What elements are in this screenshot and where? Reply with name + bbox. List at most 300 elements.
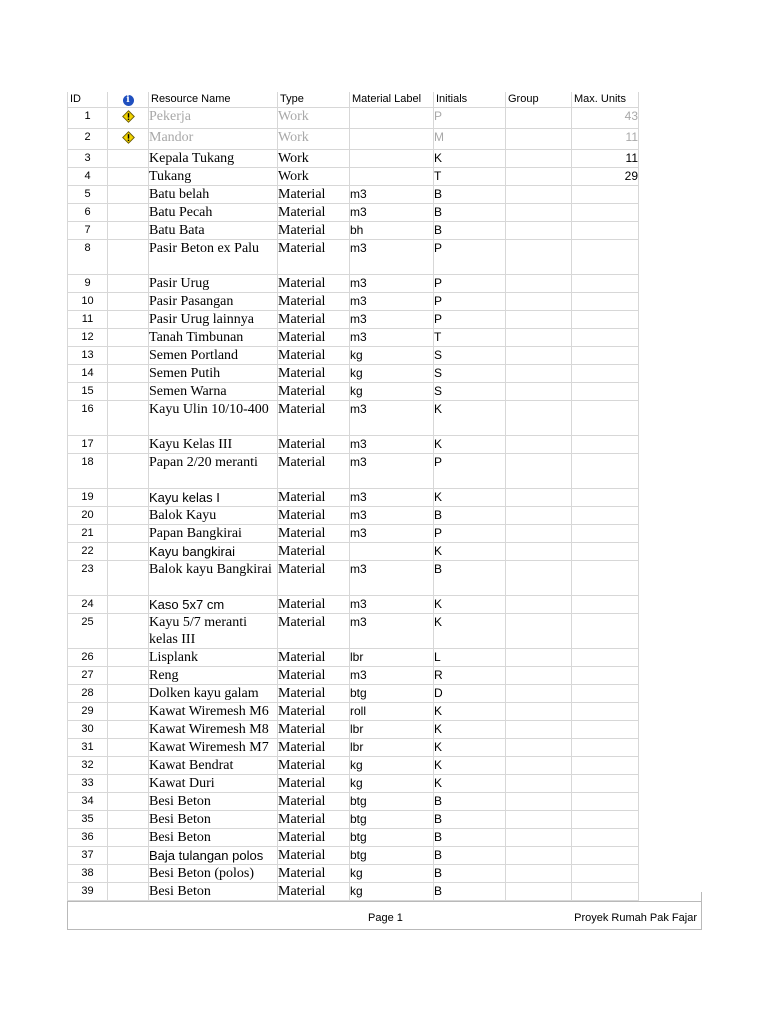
resource-name-cell[interactable]: Besi Beton — [149, 811, 278, 829]
row-id[interactable]: 39 — [68, 883, 108, 901]
initials-cell[interactable]: S — [434, 347, 506, 365]
resource-name-cell[interactable]: Batu Bata — [149, 222, 278, 240]
row-id[interactable]: 32 — [68, 757, 108, 775]
table-row[interactable] — [68, 489, 639, 507]
group-cell[interactable] — [506, 543, 572, 561]
row-id[interactable]: 36 — [68, 829, 108, 847]
material-label-cell[interactable]: m3 — [350, 204, 434, 222]
max-units-cell[interactable] — [572, 667, 639, 685]
row-id[interactable]: 14 — [68, 365, 108, 383]
column-header-type[interactable]: Type — [278, 92, 350, 108]
table-row[interactable] — [68, 240, 639, 275]
material-label-cell[interactable]: m3 — [350, 561, 434, 596]
type-cell[interactable]: Material — [278, 311, 350, 329]
table-row[interactable] — [68, 108, 639, 129]
initials-cell[interactable]: P — [434, 108, 506, 129]
group-cell[interactable] — [506, 685, 572, 703]
type-cell[interactable]: Material — [278, 667, 350, 685]
row-id[interactable]: 6 — [68, 204, 108, 222]
type-cell[interactable]: Material — [278, 436, 350, 454]
group-cell[interactable] — [506, 489, 572, 507]
material-label-cell[interactable]: m3 — [350, 436, 434, 454]
max-units-cell[interactable] — [572, 811, 639, 829]
type-cell[interactable]: Material — [278, 561, 350, 596]
table-row[interactable] — [68, 168, 639, 186]
resource-name-cell[interactable]: Baja tulangan polos — [149, 847, 278, 865]
material-label-cell[interactable]: kg — [350, 775, 434, 793]
resource-name-cell[interactable]: Kawat Duri — [149, 775, 278, 793]
type-cell[interactable]: Material — [278, 204, 350, 222]
type-cell[interactable]: Material — [278, 454, 350, 489]
type-cell[interactable]: Material — [278, 685, 350, 703]
row-id[interactable]: 28 — [68, 685, 108, 703]
group-cell[interactable] — [506, 204, 572, 222]
material-label-cell[interactable]: m3 — [350, 454, 434, 489]
max-units-cell[interactable] — [572, 275, 639, 293]
material-label-cell[interactable]: kg — [350, 883, 434, 901]
table-row[interactable] — [68, 811, 639, 829]
row-id[interactable]: 16 — [68, 401, 108, 436]
initials-cell[interactable]: B — [434, 883, 506, 901]
material-label-cell[interactable]: m3 — [350, 489, 434, 507]
initials-cell[interactable]: K — [434, 543, 506, 561]
max-units-cell[interactable] — [572, 775, 639, 793]
max-units-cell[interactable]: 43 — [572, 108, 639, 129]
initials-cell[interactable]: K — [434, 775, 506, 793]
max-units-cell[interactable] — [572, 293, 639, 311]
material-label-cell[interactable]: btg — [350, 685, 434, 703]
max-units-cell[interactable] — [572, 561, 639, 596]
max-units-cell[interactable] — [572, 847, 639, 865]
row-id[interactable]: 7 — [68, 222, 108, 240]
max-units-cell[interactable] — [572, 454, 639, 489]
table-row[interactable] — [68, 685, 639, 703]
type-cell[interactable]: Material — [278, 186, 350, 204]
type-cell[interactable]: Material — [278, 596, 350, 614]
group-cell[interactable] — [506, 667, 572, 685]
material-label-cell[interactable]: m3 — [350, 186, 434, 204]
group-cell[interactable] — [506, 561, 572, 596]
group-cell[interactable] — [506, 703, 572, 721]
material-label-cell[interactable]: kg — [350, 365, 434, 383]
material-label-cell[interactable]: btg — [350, 829, 434, 847]
type-cell[interactable]: Material — [278, 649, 350, 667]
type-cell[interactable]: Material — [278, 525, 350, 543]
resource-name-cell[interactable]: Batu Pecah — [149, 204, 278, 222]
initials-cell[interactable]: P — [434, 525, 506, 543]
group-cell[interactable] — [506, 596, 572, 614]
table-row[interactable] — [68, 847, 639, 865]
type-cell[interactable]: Material — [278, 401, 350, 436]
row-id[interactable]: 2 — [68, 129, 108, 150]
material-label-cell[interactable]: m3 — [350, 614, 434, 649]
resource-name-cell[interactable]: Semen Warna — [149, 383, 278, 401]
material-label-cell[interactable]: btg — [350, 811, 434, 829]
type-cell[interactable]: Material — [278, 721, 350, 739]
group-cell[interactable] — [506, 329, 572, 347]
table-row[interactable] — [68, 129, 639, 150]
table-row[interactable] — [68, 667, 639, 685]
type-cell[interactable]: Material — [278, 240, 350, 275]
initials-cell[interactable]: P — [434, 454, 506, 489]
row-id[interactable]: 5 — [68, 186, 108, 204]
group-cell[interactable] — [506, 614, 572, 649]
table-row[interactable] — [68, 222, 639, 240]
max-units-cell[interactable] — [572, 543, 639, 561]
material-label-cell[interactable]: m3 — [350, 507, 434, 525]
max-units-cell[interactable]: 11 — [572, 129, 639, 150]
max-units-cell[interactable] — [572, 703, 639, 721]
group-cell[interactable] — [506, 347, 572, 365]
resource-name-cell[interactable]: Besi Beton — [149, 883, 278, 901]
max-units-cell[interactable] — [572, 489, 639, 507]
row-id[interactable]: 12 — [68, 329, 108, 347]
row-id[interactable]: 26 — [68, 649, 108, 667]
resource-name-cell[interactable]: Kawat Bendrat — [149, 757, 278, 775]
type-cell[interactable]: Material — [278, 775, 350, 793]
table-row[interactable] — [68, 186, 639, 204]
table-row[interactable] — [68, 614, 639, 649]
column-header-resource-name[interactable]: Resource Name — [149, 92, 278, 108]
resource-name-cell[interactable]: Besi Beton — [149, 793, 278, 811]
max-units-cell[interactable] — [572, 721, 639, 739]
table-row[interactable] — [68, 865, 639, 883]
material-label-cell[interactable]: kg — [350, 865, 434, 883]
initials-cell[interactable]: B — [434, 222, 506, 240]
type-cell[interactable]: Material — [278, 883, 350, 901]
resource-name-cell[interactable]: Kayu Ulin 10/10-400 — [149, 401, 278, 436]
type-cell[interactable]: Material — [278, 703, 350, 721]
group-cell[interactable] — [506, 240, 572, 275]
max-units-cell[interactable] — [572, 507, 639, 525]
type-cell[interactable]: Material — [278, 347, 350, 365]
resource-name-cell[interactable]: Balok kayu Bangkirai — [149, 561, 278, 596]
initials-cell[interactable]: B — [434, 793, 506, 811]
row-id[interactable]: 18 — [68, 454, 108, 489]
type-cell[interactable]: Material — [278, 365, 350, 383]
type-cell[interactable]: Material — [278, 614, 350, 649]
type-cell[interactable]: Material — [278, 507, 350, 525]
initials-cell[interactable]: M — [434, 129, 506, 150]
max-units-cell[interactable] — [572, 347, 639, 365]
table-row[interactable] — [68, 543, 639, 561]
material-label-cell[interactable]: btg — [350, 793, 434, 811]
table-row[interactable] — [68, 739, 639, 757]
resource-name-cell[interactable]: Tukang — [149, 168, 278, 186]
table-row[interactable] — [68, 401, 639, 436]
max-units-cell[interactable] — [572, 436, 639, 454]
initials-cell[interactable]: K — [434, 150, 506, 168]
resource-name-cell[interactable]: Batu belah — [149, 186, 278, 204]
row-id[interactable]: 11 — [68, 311, 108, 329]
group-cell[interactable] — [506, 401, 572, 436]
table-row[interactable] — [68, 329, 639, 347]
max-units-cell[interactable] — [572, 793, 639, 811]
group-cell[interactable] — [506, 883, 572, 901]
table-row[interactable] — [68, 365, 639, 383]
initials-cell[interactable]: B — [434, 204, 506, 222]
row-id[interactable]: 19 — [68, 489, 108, 507]
initials-cell[interactable]: B — [434, 811, 506, 829]
initials-cell[interactable]: S — [434, 365, 506, 383]
initials-cell[interactable]: K — [434, 757, 506, 775]
row-id[interactable]: 21 — [68, 525, 108, 543]
initials-cell[interactable]: R — [434, 667, 506, 685]
table-row[interactable] — [68, 454, 639, 489]
resource-name-cell[interactable]: Papan Bangkirai — [149, 525, 278, 543]
row-id[interactable]: 13 — [68, 347, 108, 365]
group-cell[interactable] — [506, 757, 572, 775]
material-label-cell[interactable]: roll — [350, 703, 434, 721]
group-cell[interactable] — [506, 829, 572, 847]
row-id[interactable]: 27 — [68, 667, 108, 685]
initials-cell[interactable]: K — [434, 721, 506, 739]
material-label-cell[interactable]: lbr — [350, 649, 434, 667]
max-units-cell[interactable]: 11 — [572, 150, 639, 168]
row-id[interactable]: 29 — [68, 703, 108, 721]
type-cell[interactable]: Work — [278, 150, 350, 168]
material-label-cell[interactable]: m3 — [350, 311, 434, 329]
max-units-cell[interactable] — [572, 329, 639, 347]
initials-cell[interactable]: P — [434, 275, 506, 293]
material-label-cell[interactable]: m3 — [350, 329, 434, 347]
table-row[interactable] — [68, 347, 639, 365]
group-cell[interactable] — [506, 222, 572, 240]
group-cell[interactable] — [506, 293, 572, 311]
group-cell[interactable] — [506, 186, 572, 204]
type-cell[interactable]: Material — [278, 489, 350, 507]
material-label-cell[interactable]: kg — [350, 383, 434, 401]
group-cell[interactable] — [506, 108, 572, 129]
material-label-cell[interactable]: bh — [350, 222, 434, 240]
table-row[interactable] — [68, 436, 639, 454]
initials-cell[interactable]: B — [434, 829, 506, 847]
type-cell[interactable]: Material — [278, 829, 350, 847]
table-row[interactable] — [68, 204, 639, 222]
table-row[interactable] — [68, 793, 639, 811]
row-id[interactable]: 10 — [68, 293, 108, 311]
type-cell[interactable]: Material — [278, 293, 350, 311]
material-label-cell[interactable]: lbr — [350, 739, 434, 757]
group-cell[interactable] — [506, 150, 572, 168]
initials-cell[interactable]: K — [434, 401, 506, 436]
column-header-material-label[interactable]: Material Label — [350, 92, 434, 108]
group-cell[interactable] — [506, 649, 572, 667]
material-label-cell[interactable] — [350, 108, 434, 129]
row-id[interactable]: 25 — [68, 614, 108, 649]
group-cell[interactable] — [506, 383, 572, 401]
resource-name-cell[interactable]: Tanah Timbunan — [149, 329, 278, 347]
max-units-cell[interactable] — [572, 739, 639, 757]
max-units-cell[interactable] — [572, 222, 639, 240]
material-label-cell[interactable] — [350, 543, 434, 561]
type-cell[interactable]: Material — [278, 543, 350, 561]
table-row[interactable] — [68, 525, 639, 543]
max-units-cell[interactable] — [572, 883, 639, 901]
table-row[interactable] — [68, 311, 639, 329]
type-cell[interactable]: Material — [278, 865, 350, 883]
table-row[interactable] — [68, 757, 639, 775]
table-row[interactable] — [68, 275, 639, 293]
row-id[interactable]: 20 — [68, 507, 108, 525]
group-cell[interactable] — [506, 847, 572, 865]
type-cell[interactable]: Material — [278, 847, 350, 865]
type-cell[interactable]: Material — [278, 757, 350, 775]
initials-cell[interactable]: K — [434, 436, 506, 454]
resource-name-cell[interactable]: Mandor — [149, 129, 278, 150]
initials-cell[interactable]: B — [434, 507, 506, 525]
material-label-cell[interactable]: btg — [350, 847, 434, 865]
initials-cell[interactable]: K — [434, 739, 506, 757]
type-cell[interactable]: Material — [278, 811, 350, 829]
material-label-cell[interactable] — [350, 150, 434, 168]
resource-name-cell[interactable]: Kaso 5x7 cm — [149, 596, 278, 614]
initials-cell[interactable]: D — [434, 685, 506, 703]
resource-name-cell[interactable]: Kawat Wiremesh M7 — [149, 739, 278, 757]
initials-cell[interactable]: K — [434, 489, 506, 507]
type-cell[interactable]: Material — [278, 383, 350, 401]
resource-name-cell[interactable]: Kawat Wiremesh M8 — [149, 721, 278, 739]
table-row[interactable] — [68, 561, 639, 596]
initials-cell[interactable]: L — [434, 649, 506, 667]
max-units-cell[interactable]: 29 — [572, 168, 639, 186]
column-header-initials[interactable]: Initials — [434, 92, 506, 108]
material-label-cell[interactable]: m3 — [350, 596, 434, 614]
table-row[interactable] — [68, 596, 639, 614]
table-row[interactable] — [68, 293, 639, 311]
material-label-cell[interactable]: m3 — [350, 667, 434, 685]
type-cell[interactable]: Work — [278, 108, 350, 129]
resource-name-cell[interactable]: Pasir Beton ex Palu — [149, 240, 278, 275]
material-label-cell[interactable]: m3 — [350, 401, 434, 436]
max-units-cell[interactable] — [572, 383, 639, 401]
initials-cell[interactable]: S — [434, 383, 506, 401]
max-units-cell[interactable] — [572, 525, 639, 543]
type-cell[interactable]: Material — [278, 793, 350, 811]
material-label-cell[interactable]: lbr — [350, 721, 434, 739]
type-cell[interactable]: Material — [278, 739, 350, 757]
row-id[interactable]: 37 — [68, 847, 108, 865]
material-label-cell[interactable]: kg — [350, 347, 434, 365]
material-label-cell[interactable]: kg — [350, 757, 434, 775]
max-units-cell[interactable] — [572, 204, 639, 222]
resource-name-cell[interactable]: Kayu Kelas III — [149, 436, 278, 454]
max-units-cell[interactable] — [572, 829, 639, 847]
group-cell[interactable] — [506, 311, 572, 329]
row-id[interactable]: 31 — [68, 739, 108, 757]
row-id[interactable]: 34 — [68, 793, 108, 811]
group-cell[interactable] — [506, 865, 572, 883]
resource-name-cell[interactable]: Pasir Urug — [149, 275, 278, 293]
group-cell[interactable] — [506, 739, 572, 757]
material-label-cell[interactable]: m3 — [350, 275, 434, 293]
max-units-cell[interactable] — [572, 596, 639, 614]
group-cell[interactable] — [506, 129, 572, 150]
max-units-cell[interactable] — [572, 311, 639, 329]
initials-cell[interactable]: P — [434, 293, 506, 311]
group-cell[interactable] — [506, 168, 572, 186]
max-units-cell[interactable] — [572, 865, 639, 883]
group-cell[interactable] — [506, 507, 572, 525]
initials-cell[interactable]: T — [434, 329, 506, 347]
row-id[interactable]: 15 — [68, 383, 108, 401]
row-id[interactable]: 35 — [68, 811, 108, 829]
resource-name-cell[interactable]: Besi Beton — [149, 829, 278, 847]
max-units-cell[interactable] — [572, 614, 639, 649]
group-cell[interactable] — [506, 525, 572, 543]
column-header-max-units[interactable]: Max. Units — [572, 92, 639, 108]
resource-name-cell[interactable]: Kepala Tukang — [149, 150, 278, 168]
material-label-cell[interactable]: m3 — [350, 240, 434, 275]
group-cell[interactable] — [506, 436, 572, 454]
initials-cell[interactable]: K — [434, 596, 506, 614]
group-cell[interactable] — [506, 275, 572, 293]
column-header-group[interactable]: Group — [506, 92, 572, 108]
material-label-cell[interactable]: m3 — [350, 293, 434, 311]
row-id[interactable]: 30 — [68, 721, 108, 739]
initials-cell[interactable]: B — [434, 186, 506, 204]
resource-name-cell[interactable]: Kayu 5/7 meranti kelas III — [149, 614, 278, 649]
row-id[interactable]: 3 — [68, 150, 108, 168]
resource-name-cell[interactable]: Lisplank — [149, 649, 278, 667]
max-units-cell[interactable] — [572, 401, 639, 436]
initials-cell[interactable]: B — [434, 865, 506, 883]
type-cell[interactable]: Work — [278, 129, 350, 150]
resource-name-cell[interactable]: Pasir Urug lainnya — [149, 311, 278, 329]
max-units-cell[interactable] — [572, 186, 639, 204]
initials-cell[interactable]: P — [434, 240, 506, 275]
initials-cell[interactable]: T — [434, 168, 506, 186]
max-units-cell[interactable] — [572, 240, 639, 275]
resource-name-cell[interactable]: Dolken kayu galam — [149, 685, 278, 703]
table-row[interactable] — [68, 150, 639, 168]
max-units-cell[interactable] — [572, 685, 639, 703]
resource-name-cell[interactable]: Kawat Wiremesh M6 — [149, 703, 278, 721]
group-cell[interactable] — [506, 775, 572, 793]
table-row[interactable] — [68, 775, 639, 793]
resource-name-cell[interactable]: Besi Beton (polos) — [149, 865, 278, 883]
resource-name-cell[interactable]: Semen Putih — [149, 365, 278, 383]
resource-name-cell[interactable]: Kayu bangkirai — [149, 543, 278, 561]
row-id[interactable]: 23 — [68, 561, 108, 596]
resource-name-cell[interactable]: Papan 2/20 meranti — [149, 454, 278, 489]
initials-cell[interactable]: K — [434, 614, 506, 649]
resource-name-cell[interactable]: Pekerja — [149, 108, 278, 129]
column-header-indicators[interactable] — [108, 92, 149, 108]
resource-name-cell[interactable]: Pasir Pasangan — [149, 293, 278, 311]
initials-cell[interactable]: K — [434, 703, 506, 721]
table-row[interactable] — [68, 507, 639, 525]
row-id[interactable]: 9 — [68, 275, 108, 293]
table-row[interactable] — [68, 383, 639, 401]
max-units-cell[interactable] — [572, 757, 639, 775]
type-cell[interactable]: Material — [278, 222, 350, 240]
row-id[interactable]: 33 — [68, 775, 108, 793]
row-id[interactable]: 38 — [68, 865, 108, 883]
table-row[interactable] — [68, 829, 639, 847]
table-row[interactable] — [68, 721, 639, 739]
row-id[interactable]: 17 — [68, 436, 108, 454]
type-cell[interactable]: Work — [278, 168, 350, 186]
material-label-cell[interactable] — [350, 129, 434, 150]
resource-name-cell[interactable]: Kayu kelas I — [149, 489, 278, 507]
group-cell[interactable] — [506, 365, 572, 383]
initials-cell[interactable]: B — [434, 561, 506, 596]
initials-cell[interactable]: P — [434, 311, 506, 329]
material-label-cell[interactable]: m3 — [350, 525, 434, 543]
max-units-cell[interactable] — [572, 649, 639, 667]
table-row[interactable] — [68, 703, 639, 721]
